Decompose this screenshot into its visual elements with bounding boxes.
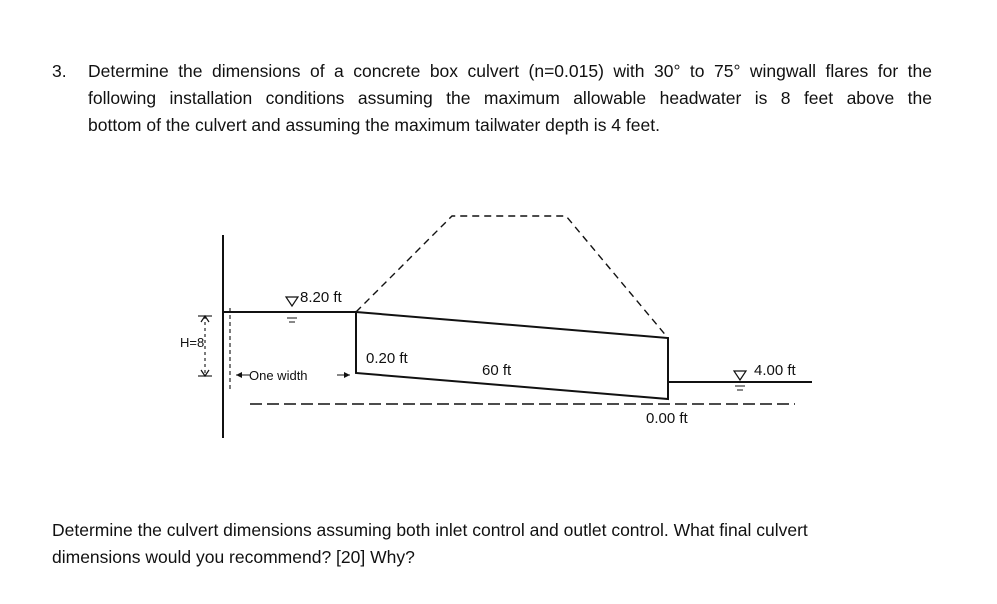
followup-line-1: Determine the culvert dimensions assuming both inlet control and outlet control. What final culvert <box>52 520 808 540</box>
question-line-3: bottom of the culvert and assuming the maximum tailwater depth is 4 feet. <box>88 115 660 135</box>
embankment-outline <box>356 216 668 338</box>
question-line-2: following installation conditions assuming the maximum allowable headwater is 8 feet above the <box>88 88 932 108</box>
followup-question <box>52 517 932 571</box>
inlet-invert-label: 0.20 ft <box>366 350 408 367</box>
headwater-water-symbol-icon <box>286 297 298 306</box>
question-number: 3. <box>52 61 67 81</box>
tailwater-water-symbol-icon <box>734 371 746 380</box>
tailwater-elevation-label: 4.00 ft <box>754 362 796 379</box>
headwater-depth-label: H=8 <box>180 335 205 350</box>
headwater-elevation-label: 8.20 ft <box>300 289 342 306</box>
culvert-length-label: 60 ft <box>482 362 512 379</box>
one-width-arrow-right-icon <box>344 372 350 378</box>
followup-line-2: dimensions would you recommend? [20] Why? <box>52 547 415 567</box>
one-width-label: One width <box>249 368 308 383</box>
outlet-invert-label: 0.00 ft <box>646 410 688 427</box>
question-line-1: Determine the dimensions of a concrete box culvert (n=0.015) with 30° to 75° wingwall flares for the <box>88 61 932 81</box>
